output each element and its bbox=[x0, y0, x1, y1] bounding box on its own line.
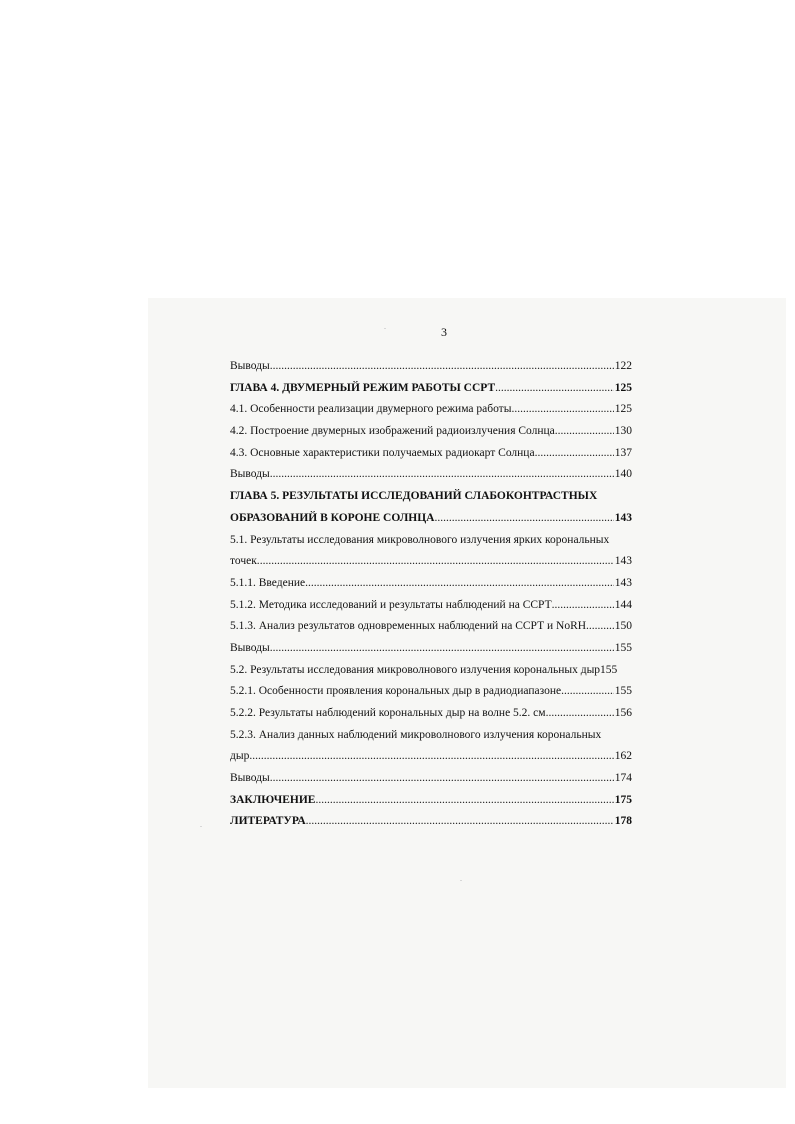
toc-entry-title: 5.2. Результаты исследования микроволнового излучения корональных дыр155 bbox=[230, 663, 618, 676]
toc-entry-title: ГЛАВА 4. ДВУМЕРНЫЙ РЕЖИМ РАБОТЫ ССРТ bbox=[230, 381, 496, 394]
toc-entry-title: 4.2. Построение двумерных изображений радиоизлучения Солнца bbox=[230, 425, 555, 438]
toc-entry-title: Выводы bbox=[230, 468, 270, 481]
toc-entry-page: 178 bbox=[614, 815, 632, 828]
toc-entry-title: ЗАКЛЮЧЕНИЕ bbox=[230, 793, 316, 806]
dot-leader bbox=[535, 443, 614, 465]
toc-entry-page: 122 bbox=[614, 360, 632, 372]
toc-entry bbox=[230, 616, 632, 638]
toc-entry-page: 137 bbox=[614, 446, 632, 459]
toc-entry bbox=[230, 660, 632, 682]
toc-entry bbox=[230, 811, 632, 833]
toc-entry bbox=[230, 486, 632, 508]
toc-entry-page: 143 bbox=[614, 555, 632, 568]
toc-entry bbox=[230, 443, 632, 465]
toc-entry-title: 5.2.1. Особенности проявления корональных дыр в радиодиапазоне. bbox=[230, 685, 564, 698]
dot-leader bbox=[434, 508, 613, 530]
table-of-contents bbox=[230, 356, 632, 833]
toc-entry bbox=[230, 725, 632, 747]
toc-entry bbox=[230, 681, 632, 703]
toc-entry-page: 143 bbox=[614, 511, 632, 524]
toc-entry-title: ГЛАВА 5. РЕЗУЛЬТАТЫ ИССЛЕДОВАНИЙ СЛАБОКОНТРАСТНЫХ bbox=[230, 490, 598, 503]
toc-entry-title: Выводы bbox=[230, 772, 270, 785]
toc-entry bbox=[230, 464, 632, 486]
toc-entry-page: 140 bbox=[614, 468, 632, 481]
toc-entry-title: дыр bbox=[230, 750, 250, 763]
toc-entry-title: 5.1.1. Введение bbox=[230, 576, 306, 589]
toc-entry-title: Выводы bbox=[230, 641, 270, 654]
toc-entry bbox=[230, 378, 632, 400]
dot-leader bbox=[552, 595, 614, 617]
dot-leader bbox=[306, 811, 614, 833]
toc-entry bbox=[230, 790, 632, 812]
toc-entry-title: 5.1. Результаты исследования микроволнового излучения ярких корональных bbox=[230, 533, 610, 546]
toc-entry-page: 155 bbox=[614, 641, 632, 654]
page-number: 3 bbox=[441, 325, 447, 339]
dot-leader bbox=[586, 616, 614, 638]
toc-entry bbox=[230, 421, 632, 443]
toc-entry-title: 4.1. Особенности реализации двумерного режима работы bbox=[230, 403, 512, 416]
toc-entry-page: 144 bbox=[614, 598, 632, 611]
dot-leader bbox=[546, 703, 614, 725]
toc-entry bbox=[230, 399, 632, 421]
toc-entry-title: точек. bbox=[230, 555, 260, 568]
dot-leader bbox=[511, 399, 613, 421]
dot-leader bbox=[270, 638, 614, 660]
scan-speck bbox=[460, 880, 462, 881]
scan-speck bbox=[200, 826, 202, 827]
toc-entry-page: 162 bbox=[614, 750, 632, 763]
dot-leader bbox=[555, 421, 614, 443]
toc-entry-title: ОБРАЗОВАНИЙ В КОРОНЕ СОЛНЦА bbox=[230, 511, 435, 524]
toc-entry-page: 156 bbox=[614, 707, 632, 719]
toc-entry bbox=[230, 703, 632, 725]
toc-entry-title: Выводы bbox=[230, 360, 270, 372]
toc-entry-page: 150 bbox=[614, 620, 632, 633]
toc-entry-title: 5.1.2. Методика исследований и результаты наблюдений на ССРТ bbox=[230, 598, 552, 611]
toc-entry-page: 155 bbox=[614, 685, 632, 698]
toc-entry bbox=[230, 530, 632, 552]
dot-leader bbox=[270, 464, 614, 486]
dot-leader bbox=[315, 790, 613, 812]
toc-entry-page: 175 bbox=[614, 793, 632, 806]
dot-leader bbox=[270, 356, 614, 378]
toc-entry bbox=[230, 551, 632, 573]
toc-entry-title: 4.3. Основные характеристики получаемых радиокарт Солнца bbox=[230, 446, 535, 459]
toc-entry-page: 125 bbox=[614, 381, 632, 394]
toc-entry bbox=[230, 768, 632, 790]
toc-entry bbox=[230, 573, 632, 595]
toc-entry bbox=[230, 638, 632, 660]
scan-speck bbox=[384, 328, 386, 329]
dot-leader bbox=[564, 681, 614, 703]
toc-entry-page: 143 bbox=[614, 576, 632, 589]
toc-entry-title: ЛИТЕРАТУРА bbox=[230, 815, 306, 828]
toc-entry-title: 5.2.3. Анализ данных наблюдений микроволнового излучения корональных bbox=[230, 728, 602, 741]
toc-entry bbox=[230, 746, 632, 768]
dot-leader bbox=[305, 573, 614, 595]
dot-leader bbox=[260, 551, 614, 573]
toc-entry-page: 130 bbox=[614, 425, 632, 438]
toc-entry bbox=[230, 356, 632, 378]
toc-entry bbox=[230, 508, 632, 530]
toc-entry-page: 174 bbox=[614, 772, 632, 785]
toc-entry-title: 5.1.3. Анализ результатов одновременных наблюдений на ССРТ и NoRH bbox=[230, 620, 587, 633]
dot-leader bbox=[270, 768, 614, 790]
dot-leader bbox=[249, 746, 613, 768]
toc-entry-title: 5.2.2. Результаты наблюдений корональных дыр на волне 5.2. см bbox=[230, 707, 546, 719]
toc-entry bbox=[230, 595, 632, 617]
dot-leader bbox=[495, 378, 614, 400]
toc-entry-page: 125 bbox=[614, 403, 632, 416]
